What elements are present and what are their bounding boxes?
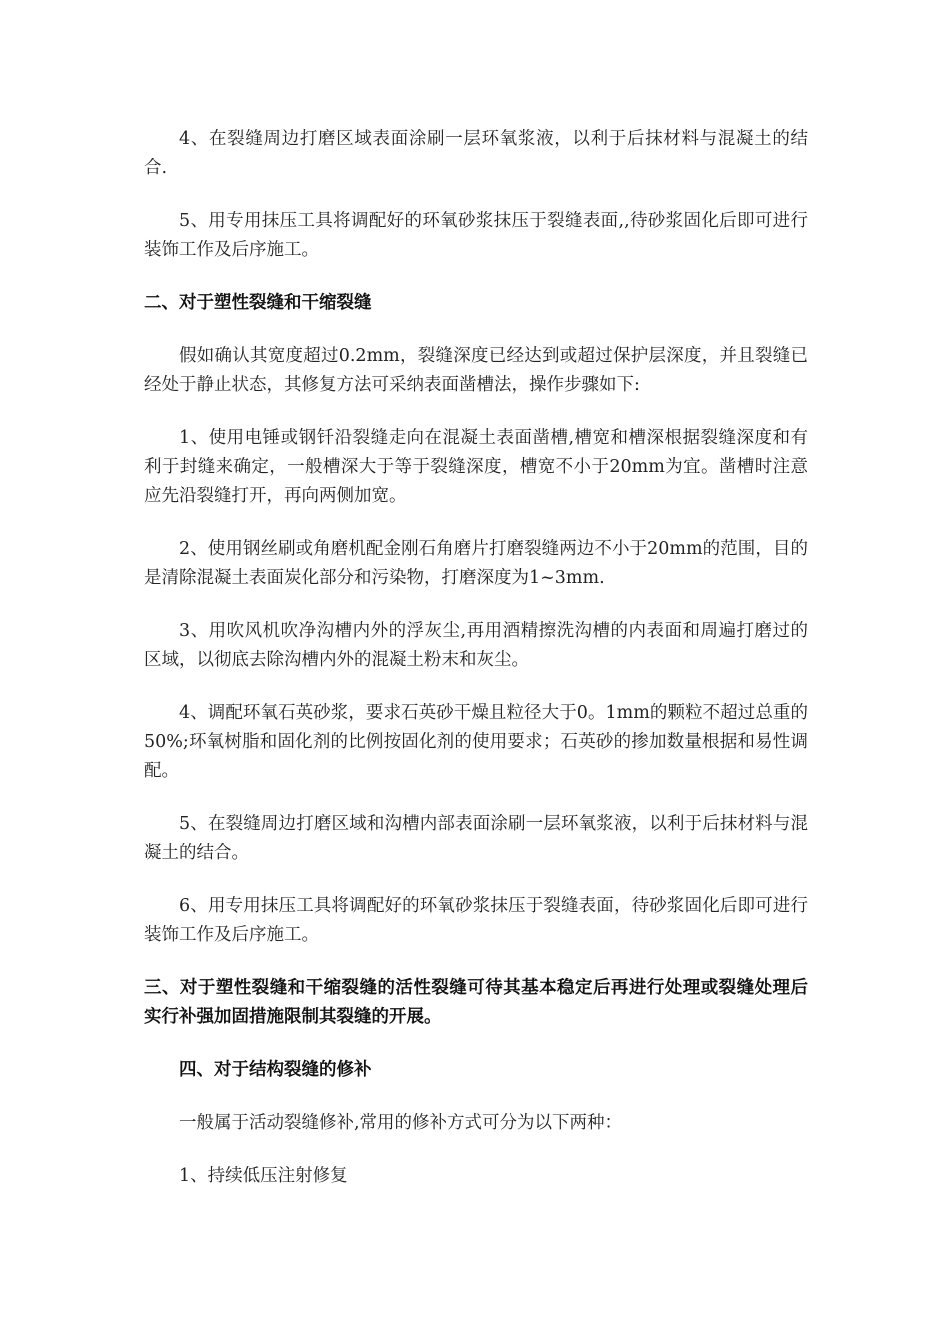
paragraph-step-6-mortar-troweling: 6、用专用抹压工具将调配好的环氧砂浆抹压于裂缝表面，待砂浆固化后即可进行装饰工作及后序施工。 <box>144 896 808 945</box>
paragraph-step-5-epoxy-coating: 5、在裂缝周边打磨区域和沟槽内部表面涂刷一层环氧浆液，以利于后抹材料与混凝土的结合。 <box>144 814 808 863</box>
section-heading-plastic-shrinkage-cracks: 二、对于塑性裂缝和干缩裂缝 <box>144 293 372 313</box>
document-body <box>144 125 808 1215</box>
paragraph-step-5-mortar-troweling: 5、用专用抹压工具将调配好的环氧砂浆抹压于裂缝表面,,待砂浆固化后即可进行装饰工作及后序施工。 <box>144 211 808 260</box>
paragraph-step-3-cleaning: 3、用吹风机吹净沟槽内外的浮灰尘,再用酒精擦洗沟槽的内表面和周遍打磨过的区域，以彻底去除沟槽内外的混凝土粉末和灰尘。 <box>144 621 808 670</box>
paragraph-step-1-grooving: 1、使用电锤或钢钎沿裂缝走向在混凝土表面凿槽,槽宽和槽深根据裂缝深度和有利于封缝来确定，一般槽深大于等于裂缝深度，槽宽不小于20mm为宜。凿槽时注意应先沿裂缝打开，再向两侧加宽。 <box>144 428 808 506</box>
section-heading-active-cracks: 三、对于塑性裂缝和干缩裂缝的活性裂缝可待其基本稳定后再进行处理或裂缝处理后实行补强加固措施限制其裂缝的开展。 <box>144 978 808 1027</box>
paragraph-step-4-mix-mortar: 4、调配环氧石英砂浆，要求石英砂干燥且粒径大于0。1mm的颗粒不超过总重的50%;环氧树脂和固化剂的比例按固化剂的使用要求；石英砂的掺加数量根据和易性调配。 <box>144 703 808 781</box>
section-heading-structural-cracks: 四、对于结构裂缝的修补 <box>179 1060 372 1080</box>
paragraph-low-pressure-injection: 1、持续低压注射修复 <box>179 1166 348 1186</box>
paragraph-step-4-epoxy-coating: 4、在裂缝周边打磨区域表面涂刷一层环氧浆液，以利于后抹材料与混凝土的结合. <box>144 129 808 178</box>
paragraph-repair-methods-intro: 一般属于活动裂缝修补,常用的修补方式可分为以下两种： <box>179 1113 623 1133</box>
paragraph-surface-grooving-intro: 假如确认其宽度超过0.2mm，裂缝深度已经达到或超过保护层深度，并且裂缝已经处于静止状态，其修复方法可采纳表面凿槽法，操作步骤如下: <box>144 346 808 395</box>
paragraph-step-2-grinding: 2、使用钢丝刷或角磨机配金刚石角磨片打磨裂缝两边不小于20mm的范围，目的是清除混凝土表面炭化部分和污染物，打磨深度为1~3mm. <box>144 539 808 588</box>
